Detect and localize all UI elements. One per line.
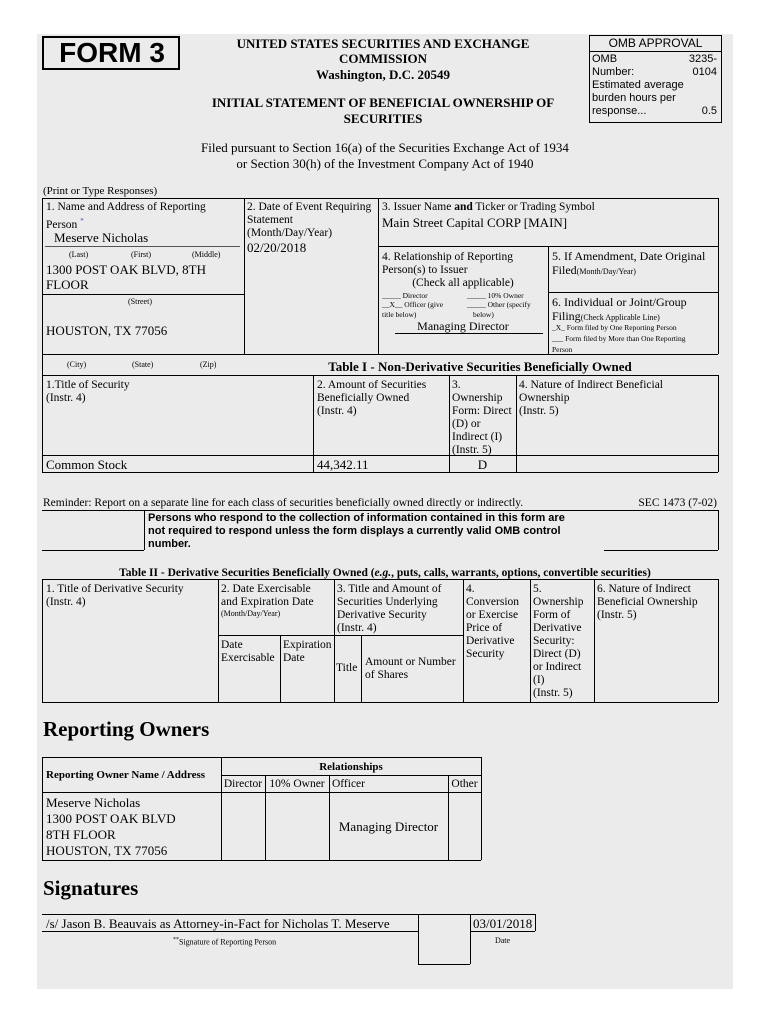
table2-col5-line7: or Indirect — [533, 661, 582, 673]
table2-col6-line2: Beneficial Ownership — [597, 596, 698, 608]
relationships-header: Relationships — [319, 761, 383, 773]
zip-label: (Zip) — [200, 360, 217, 369]
table1-col3-line5: Indirect (I) — [452, 431, 503, 443]
box3-label-part1: 3. Issuer Name — [382, 201, 452, 213]
table2-col5-line3: Form of — [533, 609, 571, 621]
signatures-heading: Signatures — [43, 876, 139, 900]
sec-code: SEC 1473 (7-02) — [638, 497, 717, 509]
box3-label-and: and — [454, 201, 473, 213]
box2-label-1: 2. Date of Event Requiring — [247, 201, 372, 213]
signature-date: 03/01/2018 — [473, 916, 533, 931]
officer-header: Officer — [332, 778, 365, 790]
table1-col1-line2: (Instr. 4) — [46, 392, 86, 404]
reporting-owners-heading: Reporting Owners — [43, 717, 210, 741]
name-middle-label: (Middle) — [192, 250, 221, 259]
signature-label-text: Signature of Reporting Person — [179, 937, 277, 947]
table1-col3-line3: Form: Direct — [452, 405, 512, 417]
signature-value: /s/ Jason B. Beauvais as Attorney-in-Fact for Nicholas T. Meserve — [46, 916, 390, 931]
box1-footnote[interactable]: * — [80, 217, 84, 225]
director-checkbox[interactable]: _____ Director — [382, 291, 428, 300]
table2-col6-line1: 6. Nature of Indirect — [597, 583, 691, 595]
table2-col5-line8: (I) — [533, 674, 545, 686]
table2-col2-line1: 2. Date Exercisable — [221, 583, 311, 595]
box5-label-filed: Filed — [552, 263, 577, 277]
table2-col4-line6: Security — [466, 648, 505, 660]
table2-col4-line1: 4. — [466, 583, 475, 595]
table2-col2-sub1-line1: Date — [221, 639, 243, 651]
table2-col3-sub2-line2: of Shares — [365, 669, 409, 681]
table2-col2-line2: and Expiration Date — [221, 596, 314, 608]
table1-title: Table I - Non-Derivative Securities Beneficially Owned — [328, 359, 632, 374]
table2-col4-line5: Derivative — [466, 635, 515, 647]
omb-response-value: 0.5 — [701, 105, 717, 117]
table1-col3-line1: 3. — [452, 379, 461, 391]
box6-label-1: 6. Individual or Joint/Group — [552, 295, 687, 309]
omb-number-bottom: 0104 — [692, 66, 717, 78]
table2-col2-sub2-line2: Date — [283, 652, 305, 664]
table2-col4-line2: Conversion — [466, 596, 520, 608]
reminder-text: Reminder: Report on a separate line for each class of securities beneficially owned directly or indirectly. — [43, 497, 524, 509]
box6-label-filing: Filing — [552, 309, 581, 323]
owner-name-line4: HOUSTON, TX 77056 — [46, 843, 168, 858]
box6-label-2 — [552, 310, 660, 324]
table2-col5-line1: 5. — [533, 583, 542, 595]
more-person-line2: Person — [552, 345, 573, 354]
statement-title-line2: SECURITIES — [343, 111, 423, 126]
city-state-zip: HOUSTON, TX 77056 — [46, 323, 168, 338]
table1-col2-line3: (Instr. 4) — [317, 405, 357, 417]
agency-line1: UNITED STATES SECURITIES AND EXCHANGE — [236, 36, 530, 51]
omb-number-top: 3235- — [688, 53, 717, 65]
table1-col3-line4: (D) or — [452, 418, 481, 430]
table1-col4-line1: 4. Nature of Indirect Beneficial — [519, 379, 664, 391]
table2-col3-sub2-line1: Amount or Number — [365, 656, 456, 668]
director-header: Director — [223, 778, 263, 790]
event-date: 02/20/2018 — [247, 240, 307, 255]
table2-col5-line9: (Instr. 5) — [533, 687, 573, 699]
officer-sub: title below) — [382, 310, 417, 319]
securities-amount: 44,342.11 — [317, 457, 369, 472]
signature-marker: ** — [173, 937, 179, 943]
filed-line2: or Section 30(h) of the Investment Company Act of 1940 — [236, 156, 534, 171]
table2-col3-line3: Derivative Security — [337, 609, 427, 621]
box3-label-part2: Ticker or Trading Symbol — [475, 201, 595, 213]
table2-col5-line5: Security: — [533, 635, 575, 647]
table1-col3-line6: (Instr. 5) — [452, 444, 492, 456]
print-note: (Print or Type Responses) — [43, 185, 158, 197]
other-sub: below) — [473, 310, 494, 319]
table2-title-eg: e.g. — [374, 567, 392, 579]
filed-line1: Filed pursuant to Section 16(a) of the Securities Exchange Act of 1934 — [201, 140, 569, 155]
street-line1: 1300 POST OAK BLVD, 8TH — [46, 262, 206, 277]
form-label-text: FORM 3 — [59, 37, 165, 68]
table1-col1-line1: 1.Title of Security — [46, 379, 130, 391]
owner-officer-title: Managing Director — [338, 819, 439, 834]
box3-label — [382, 201, 595, 214]
security-title: Common Stock — [46, 457, 128, 472]
table2-col1-line2: (Instr. 4) — [46, 596, 86, 608]
table2-title-part2: , puts, calls, warrants, options, convertible securities) — [391, 567, 651, 579]
box2-label-3: (Month/Day/Year) — [247, 227, 333, 239]
table1-col2-line2: Beneficially Owned — [317, 392, 410, 404]
form-page — [37, 34, 733, 989]
table1-col3-line2: Ownership — [452, 392, 503, 404]
omb-title: OMB APPROVAL — [608, 36, 703, 50]
table2-col2-sub1-line2: Exercisable — [221, 652, 275, 664]
other-checkbox[interactable]: _____ Other (specify — [467, 300, 531, 309]
ownership-form: D — [477, 457, 488, 472]
more-person-checkbox[interactable]: ___ Form filed by More than One Reporting — [552, 334, 686, 343]
one-person-checkbox[interactable]: _X_ Form filed by One Reporting Person — [552, 323, 677, 332]
name-first-label: (First) — [131, 250, 151, 259]
omb-label: OMB — [592, 53, 618, 65]
date-label: Date — [494, 936, 511, 945]
table1-col2-line1: 2. Amount of Securities — [317, 379, 427, 391]
table2-col1-line1: 1. Title of Derivative Security — [46, 583, 184, 595]
box4-label-2: Person(s) to Issuer — [382, 264, 468, 276]
table2-col3-line4: (Instr. 4) — [337, 622, 377, 634]
state-label: (State) — [132, 360, 154, 369]
table2-col5-line2: Ownership — [533, 596, 584, 608]
omb-notice-1: Persons who respond to the collection of information contained in this form are — [148, 512, 565, 524]
name-last-label: (Last) — [69, 250, 89, 259]
issuer-name: Main Street Capital CORP [MAIN] — [382, 215, 568, 230]
table2-col3-line1: 3. Title and Amount of — [337, 583, 442, 595]
signature-label — [173, 936, 276, 947]
box1-label-person: Person — [46, 218, 78, 231]
ten-percent-header: 10% Owner — [269, 778, 325, 790]
table2-col3-sub1: Title — [336, 662, 358, 674]
box4-label-1: 4. Relationship of Reporting — [382, 251, 513, 263]
owner-name-line1: Meserve Nicholas — [46, 795, 141, 810]
omb-response-label: response... — [592, 105, 647, 117]
table2-col4-line3: or Exercise — [466, 609, 519, 621]
street-line2: FLOOR — [46, 277, 89, 292]
omb-estimated-2: burden hours per — [592, 92, 676, 104]
street-label: (Street) — [128, 297, 152, 306]
omb-notice-2: not required to respond unless the form displays a currently valid OMB control — [148, 525, 561, 537]
agency-line2: COMMISSION — [338, 51, 428, 66]
box6-label-check: (Check Applicable Line) — [580, 313, 660, 322]
omb-estimated-1: Estimated average — [592, 79, 684, 91]
omb-notice-3: number. — [148, 538, 191, 550]
table1-col4-line3: (Instr. 5) — [519, 405, 559, 417]
box5-label-2 — [552, 264, 636, 278]
table2-col5-line4: Derivative — [533, 622, 582, 634]
agency-location: Washington, D.C. 20549 — [316, 67, 450, 82]
table2-col2-line3: (Month/Day/Year) — [221, 609, 281, 618]
table2-col3-line2: Securities Underlying — [337, 596, 438, 608]
table2-title-part1: Table II - Derivative Securities Beneficially Owned ( — [119, 567, 375, 579]
table2-col5-line6: Direct (D) — [533, 648, 581, 660]
omb-number-label: Number: — [592, 66, 635, 78]
officer-title: Managing Director — [417, 319, 509, 333]
box4-label-3: (Check all applicable) — [412, 277, 514, 289]
officer-checkbox[interactable]: __X__ Officer (give — [382, 300, 444, 309]
city-label: (City) — [67, 360, 87, 369]
owner-name-line3: 8TH FLOOR — [46, 827, 116, 842]
ten-percent-checkbox[interactable]: _____ 10% Owner — [467, 291, 524, 300]
table2-col6-line3: (Instr. 5) — [597, 609, 637, 621]
table2-col2-sub2-line1: Expiration — [283, 639, 332, 651]
table1-col4-line2: Ownership — [519, 392, 570, 404]
box2-label-2: Statement — [247, 214, 293, 226]
statement-title-line1: INITIAL STATEMENT OF BENEFICIAL OWNERSHIP OF — [211, 95, 555, 110]
reporting-person-name: Meserve Nicholas — [54, 230, 149, 245]
table2-col4-line4: Price of — [466, 622, 503, 634]
other-header: Other — [451, 778, 478, 790]
owner-name-line2: 1300 POST OAK BLVD — [46, 811, 176, 826]
box1-label-1: 1. Name and Address of Reporting — [46, 201, 206, 213]
owner-name-header: Reporting Owner Name / Address — [46, 769, 206, 781]
box5-label-date-format: (Month/Day/Year) — [576, 267, 636, 276]
box5-label-1: 5. If Amendment, Date Original — [552, 249, 706, 263]
